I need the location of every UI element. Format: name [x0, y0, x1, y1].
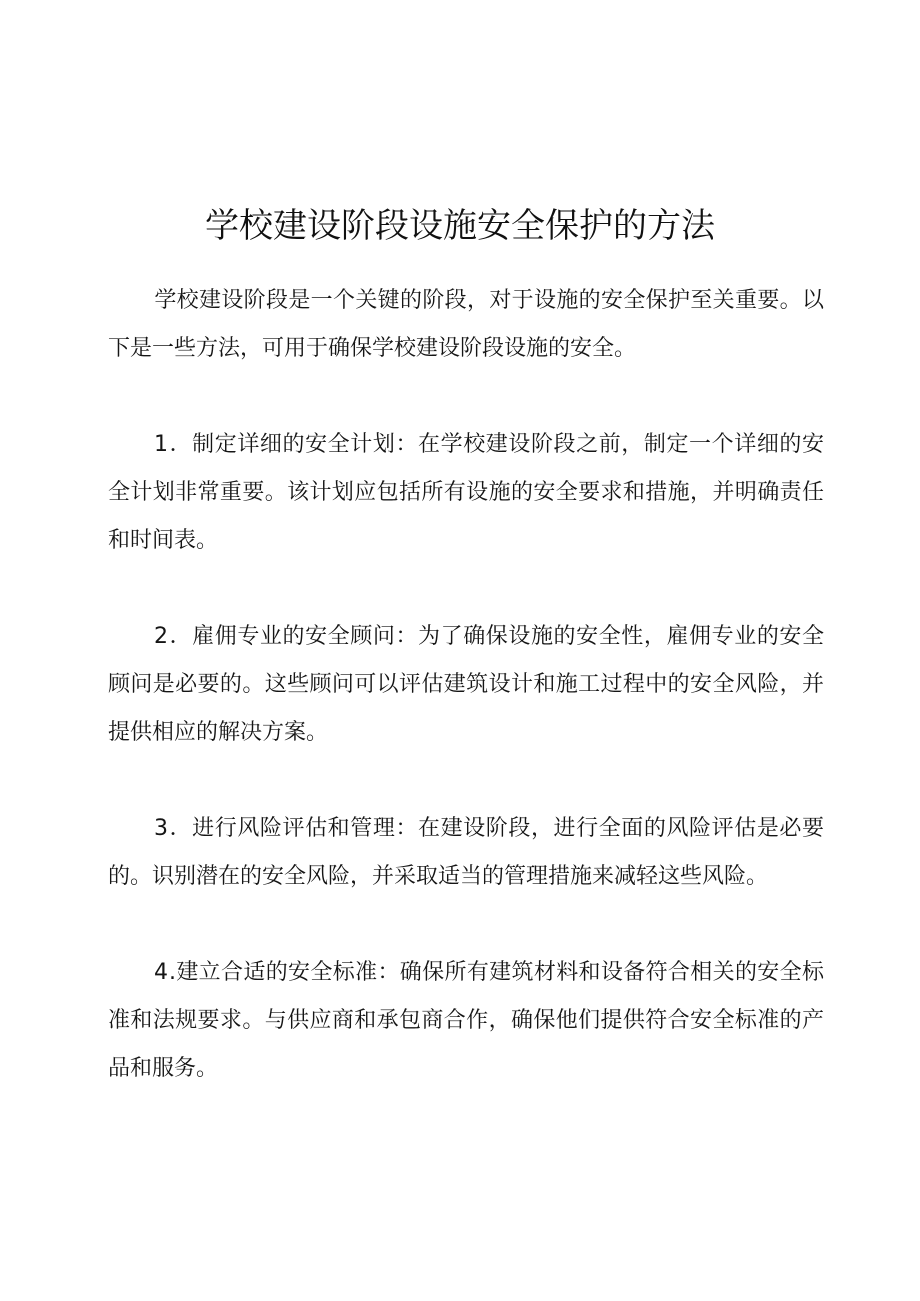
item-text: ．雇佣专业的安全顾问：为了确保设施的安全性，雇佣专业的安全顾问是必要的。这些顾问可以评估建筑设计和施工过程中的安全风险，并提供相应的解决方案。	[108, 624, 824, 745]
page-title: 学校建设阶段设施安全保护的方法	[205, 205, 715, 246]
item-text: .建立合适的安全标准：确保所有建筑材料和设备符合相关的安全标准和法规要求。与供应商和承包商合作，确保他们提供符合安全标准的产品和服务。	[108, 960, 824, 1081]
item-number: 3	[154, 816, 169, 841]
item-number: 4	[154, 960, 169, 985]
list-item	[108, 805, 824, 901]
item-text: ．进行风险评估和管理：在建设阶段，进行全面的风险评估是必要的。识别潜在的安全风险，并采取适当的管理措施来减轻这些风险。	[108, 816, 824, 889]
list-item	[108, 613, 824, 757]
intro-text: 学校建设阶段是一个关键的阶段，对于设施的安全保护至关重要。以下是一些方法，可用于确保学校建设阶段设施的安全。	[108, 288, 824, 361]
item-number: 1	[154, 432, 169, 457]
item-number: 2	[154, 624, 169, 649]
list-item	[108, 421, 824, 565]
intro-paragraph	[108, 277, 824, 373]
item-text: ．制定详细的安全计划：在学校建设阶段之前，制定一个详细的安全计划非常重要。该计划应包括所有设施的安全要求和措施，并明确责任和时间表。	[108, 432, 824, 553]
list-item	[108, 949, 824, 1093]
